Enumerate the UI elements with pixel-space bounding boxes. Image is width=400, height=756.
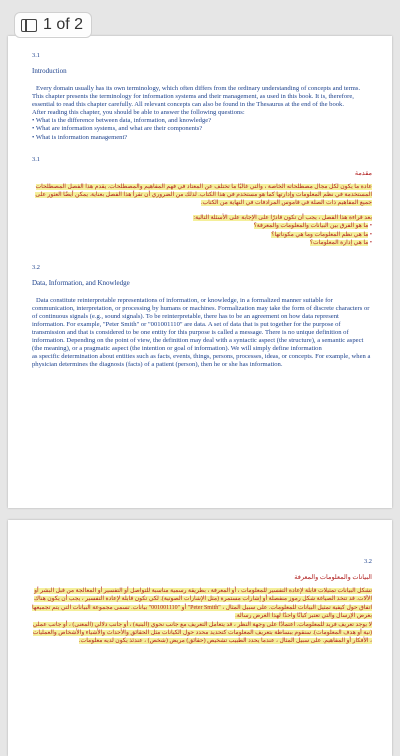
questions-list: [32, 117, 372, 141]
intro-paragraph: Every domain usually has its own terminology, which often differs from the ordinary understanding of concepts and terms. This chapter presents the terminology for information systems and their management, as used in this book. It is, therefore, essential to read this chapter carefully. All relevant concepts can also be found in the Thesaurus at the end of the book.: [32, 85, 361, 109]
list-item: • ما هو الفرق بين البيانات والمعلومات والمعرفة؟: [32, 222, 372, 230]
document-page-1: [8, 36, 392, 508]
list-item: • What are information systems, and what are their components?: [32, 125, 372, 133]
document-page-2: [8, 520, 392, 756]
section-number: 3.1: [32, 52, 40, 59]
list-item: • ما هي إدارة المعلومات؟: [32, 239, 372, 247]
body-paragraph-arabic: تشكل البيانات تمثيلات قابلة لإعادة التفسير للمعلومات ، أو المعرفة ، بطريقة رسمية مناسبة للتواصل أو التفسير أو المعالجة من قبل البشر أو الآلات. قد تتخذ الصياغة شكل رموز منفصلة أو إشارات مستمرة (مثل الإشارات الصوتية). لكي تكون قابلة لإعادة التفسير ، يجب أن يكون هناك اتفاق حول كيفية تمثيل البيانات للمعلومات. على سبيل المثال ، "Peter Smith" أو "001001110" بيانات. تسمى مجموعة البيانات التي يتم تجميعها بغرض الإرسال والتي تعتبر كيانًا واحدًا لهذا الغرض رسالة.: [32, 588, 372, 620]
section-number: 3.2: [32, 263, 40, 271]
body-paragraph-arabic-continued: لا يوجد تعريف فريد للمعلومات. اعتمادًا على وجهة النظر ، قد يتعامل التعريف مع جانب نحوي (البنية) ، أو جانب دلالي (المعنى) ، أو جانب عملي (نية أو هدف المعلومات). سنقوم ببساطة بتعريف المعلومات كتحديد محدد حول الكيانات مثل الحقائق والأحداث والأشياء والأشخاص والعمليات ، الأفكار أو المفاهيم. على سبيل المثال ، عندما يحدد الطبيب تشخيص (حقائق) مريض (شخص) ، عندئذ يكون لديه معلومات.: [32, 621, 372, 645]
questions-list-arabic: [32, 222, 372, 247]
section-title: Introduction: [32, 67, 67, 75]
page-indicator-label: 1 of 2: [43, 16, 84, 33]
body-paragraph-continued: as specific determination about entities such as facts, events, things, persons, processes, ideas, or concepts. For example, when a physician determines the diagnosis (facts) of a patient (person), then he or she has information.: [32, 353, 371, 369]
page-indicator[interactable]: [14, 12, 92, 38]
questions-lead: After reading this chapter, you should be able to answer the following questions:: [32, 109, 245, 117]
questions-lead-arabic: بعد قراءة هذا الفصل ، يجب أن تكون قادرًا على الإجابة على الأسئلة التالية:: [193, 214, 372, 221]
body-paragraph: Data constitute reinterpretable representations of information, or knowledge, in a formalized manner suitable for communication, interpretation, or processing by humans or machines. Formalization may take the form of discrete characters or of continuous signals (e.g., sound signals). To be reinterpretable, there has to be an agreement on how data represent information. For example, "Peter Smith" or "001001110" are data. A set of data that is put together for the purpose of transmission and that is considered to be one entity for this purpose is called a message. There is no unique definition of information. Depending on the point of view, the definition may deal with a syntactic aspect (the structure), a semantic aspect (the meaning), or a pragmatic aspect (the intention or goal of information). We will simply define information: [32, 296, 370, 353]
list-item: • What is the difference between data, information, and knowledge?: [32, 117, 372, 125]
section-number-ar-ref: 3.1: [32, 155, 40, 163]
section-title-arabic: البيانات والمعلومات والمعرفة: [294, 574, 372, 581]
section-number-arabic: 3.2: [364, 558, 372, 565]
section-title-arabic: مقدمة: [354, 169, 372, 177]
sidebar-toggle-icon: [21, 19, 37, 32]
list-item: • ما هي نظم المعلومات وما هي مكوناتها؟: [32, 231, 372, 239]
intro-paragraph-arabic: عادة ما يكون لكل مجال مصطلحاته الخاصة ، والتي غالبًا ما تختلف عن المعتاد في فهم المفاهيم والمصطلحات. يقدم هذا الفصل المصطلحات المستخدمة في نظم المعلومات وإدارتها كما هو مستخدم في هذا الكتاب. لذلك من الضروري أن تقرأ هذا الفصل بعناية. يمكن أيضًا العثور على جميع المفاهيم ذات الصلة في قاموس المرادفات في النهاية من الكتاب.: [35, 183, 372, 207]
section-title: Data, Information, and Knowledge: [32, 278, 130, 287]
list-item: • What is information management?: [32, 134, 372, 142]
